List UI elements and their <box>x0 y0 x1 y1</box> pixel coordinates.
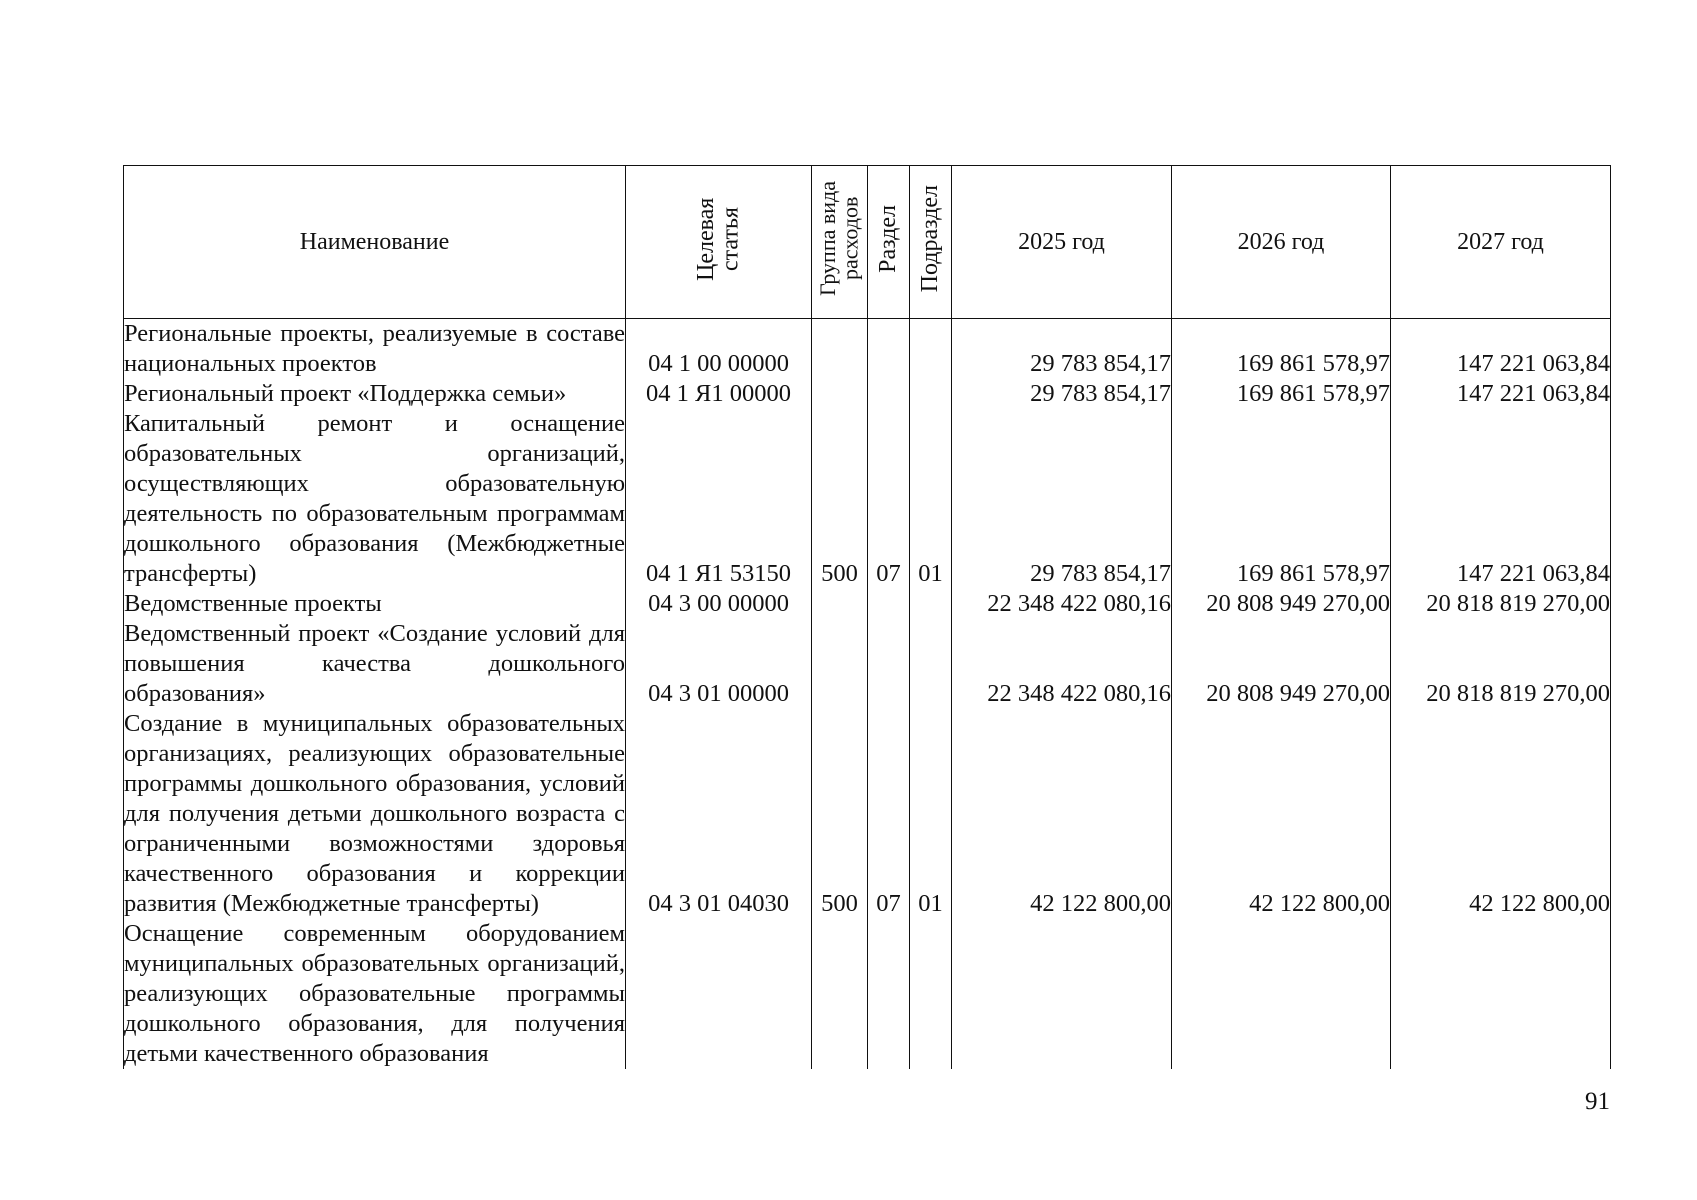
row-target-article: 04 1 00 00000 <box>626 319 812 380</box>
row-amount-2027: 147 221 063,84 <box>1391 379 1611 409</box>
table-body <box>124 319 1611 1070</box>
table-row <box>124 709 1611 919</box>
row-subsection <box>910 589 952 619</box>
page-number: 91 <box>1585 1088 1610 1115</box>
header-section: Раздел <box>868 166 910 319</box>
row-subsection <box>910 619 952 709</box>
row-amount-2025: 29 783 854,17 <box>952 319 1172 380</box>
row-amount-2026: 169 861 578,97 <box>1172 379 1391 409</box>
table-header-row <box>124 166 1611 319</box>
row-subsection <box>910 919 952 1069</box>
row-subsection <box>910 379 952 409</box>
row-amount-2027: 20 818 819 270,00 <box>1391 589 1611 619</box>
row-name: Оснащение современным оборудованием муниципальных образовательных организаций, реализующих образовательные программы дошкольного образования, для получения детьми качественного образования <box>124 920 625 1067</box>
row-amount-2025: 42 122 800,00 <box>952 709 1172 919</box>
row-target-article: 04 1 Я1 53150 <box>626 409 812 589</box>
row-amount-2026: 169 861 578,97 <box>1172 319 1391 380</box>
row-target-article: 04 3 00 00000 <box>626 589 812 619</box>
row-subsection: 01 <box>910 409 952 589</box>
row-section: 07 <box>868 709 910 919</box>
row-subsection <box>910 319 952 380</box>
row-expense-group <box>812 379 868 409</box>
row-amount-2026 <box>1172 919 1391 1069</box>
row-name: Региональный проект «Поддержка семьи» <box>124 379 626 409</box>
table-row <box>124 589 1611 619</box>
table-row <box>124 409 1611 589</box>
header-expense-group: Группа вида расходов <box>812 166 868 319</box>
table-row <box>124 619 1611 709</box>
row-section <box>868 919 910 1069</box>
row-section <box>868 589 910 619</box>
row-name: Капитальный ремонт и оснащение образовательных организаций, осуществляющих образовательную деятельность по образовательным программам дошкольного образования (Межбюджетные трансферты) <box>124 410 625 587</box>
header-target-article: Целевая статья <box>626 166 812 319</box>
row-section: 07 <box>868 409 910 589</box>
row-target-article: 04 3 01 04030 <box>626 709 812 919</box>
row-subsection: 01 <box>910 709 952 919</box>
row-expense-group <box>812 619 868 709</box>
row-name: Ведомственный проект «Создание условий для повышения качества дошкольного образования» <box>124 620 625 707</box>
row-expense-group <box>812 319 868 380</box>
row-target-article <box>626 919 812 1069</box>
header-name: Наименование <box>124 166 626 319</box>
row-expense-group: 500 <box>812 409 868 589</box>
row-amount-2027: 42 122 800,00 <box>1391 709 1611 919</box>
row-section <box>868 619 910 709</box>
row-amount-2027: 20 818 819 270,00 <box>1391 619 1611 709</box>
row-amount-2026: 169 861 578,97 <box>1172 409 1391 589</box>
row-amount-2027: 147 221 063,84 <box>1391 409 1611 589</box>
row-target-article: 04 1 Я1 00000 <box>626 379 812 409</box>
row-amount-2025: 29 783 854,17 <box>952 379 1172 409</box>
row-amount-2025: 22 348 422 080,16 <box>952 589 1172 619</box>
table-row <box>124 379 1611 409</box>
header-2025: 2025 год <box>952 166 1172 319</box>
row-amount-2027: 147 221 063,84 <box>1391 319 1611 380</box>
row-amount-2026: 20 808 949 270,00 <box>1172 619 1391 709</box>
row-section <box>868 319 910 380</box>
row-name: Ведомственные проекты <box>124 589 626 619</box>
row-section <box>868 379 910 409</box>
header-subsection: Подраздел <box>910 166 952 319</box>
row-amount-2025 <box>952 919 1172 1069</box>
row-amount-2026: 20 808 949 270,00 <box>1172 589 1391 619</box>
row-amount-2027 <box>1391 919 1611 1069</box>
row-name: Региональные проекты, реализуемые в составе национальных проектов <box>124 320 625 377</box>
row-name: Создание в муниципальных образовательных организациях, реализующих образовательные программы дошкольного образования, условий для получения детьми дошкольного возраста с ограниченными возможностями здоровья качественного образования и коррекции развития (Межбюджетные трансферты) <box>124 710 625 917</box>
row-target-article: 04 3 01 00000 <box>626 619 812 709</box>
row-expense-group: 500 <box>812 709 868 919</box>
row-amount-2025: 22 348 422 080,16 <box>952 619 1172 709</box>
row-amount-2026: 42 122 800,00 <box>1172 709 1391 919</box>
header-2027: 2027 год <box>1391 166 1611 319</box>
header-2026: 2026 год <box>1172 166 1391 319</box>
budget-table <box>123 165 1611 1069</box>
row-expense-group <box>812 919 868 1069</box>
row-amount-2025: 29 783 854,17 <box>952 409 1172 589</box>
table-row <box>124 919 1611 1069</box>
table-row <box>124 319 1611 380</box>
row-expense-group <box>812 589 868 619</box>
